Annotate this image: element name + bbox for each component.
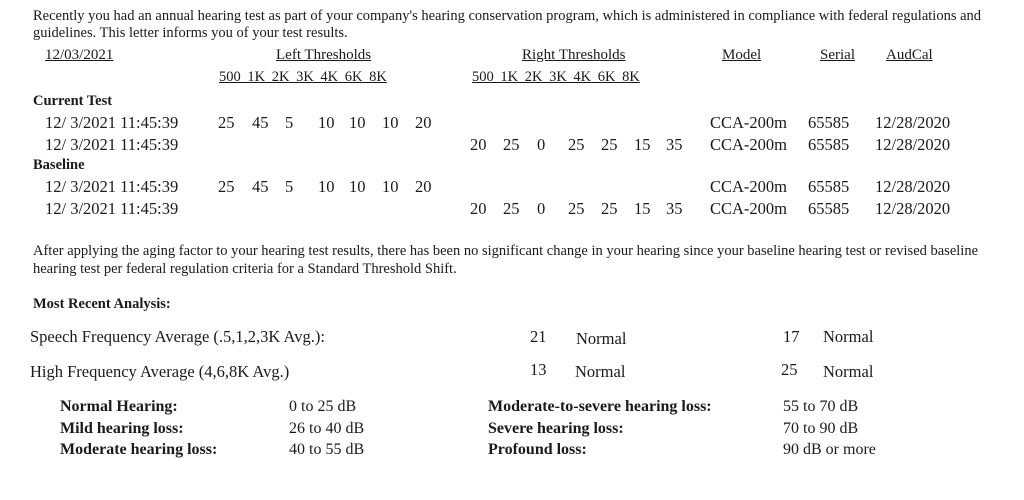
baseline-row-1-l3k: 10 xyxy=(318,177,335,196)
baseline-row-2-r8k: 35 xyxy=(666,199,683,218)
left-thresholds-header: Left Thresholds xyxy=(276,47,372,63)
current-row-2-audcal: 12/28/2020 xyxy=(875,135,951,154)
current-row-1-l1k: 45 xyxy=(252,113,269,132)
current-row-1-l2k: 5 xyxy=(285,113,294,132)
current-row-2-r4k: 25 xyxy=(601,135,618,154)
current-row-1-l8k: 20 xyxy=(415,113,432,132)
current-row-2-r6k: 15 xyxy=(634,135,651,154)
legend-severe-range: 70 to 90 dB xyxy=(783,420,859,437)
high-right-status: Normal xyxy=(823,362,874,381)
current-row-1-l4k: 10 xyxy=(349,113,366,132)
analysis-title: Most Recent Analysis: xyxy=(33,296,171,312)
legend-mod-severe-label: Moderate-to-severe hearing loss: xyxy=(488,398,712,415)
current-row-1-audcal: 12/28/2020 xyxy=(875,113,951,132)
legend-normal-range: 0 to 25 dB xyxy=(289,398,357,415)
legend-mild-label: Mild hearing loss: xyxy=(60,420,184,437)
baseline-row-1-datetime: 12/ 3/2021 11:45:39 xyxy=(45,177,179,196)
right-thresholds-header: Right Thresholds xyxy=(522,47,626,63)
current-test-label: Current Test xyxy=(33,93,113,109)
sts-paragraph: After applying the aging factor to your hearing test results, there has been no significant change in your hearing since your baseline hearing test or revised baseline hearing test per federal regulation criteria for a Standard Threshold Shift. xyxy=(33,243,979,277)
legend-moderate-label: Moderate hearing loss: xyxy=(60,441,218,458)
baseline-row-2-audcal: 12/28/2020 xyxy=(875,199,951,218)
baseline-row-2-model: CCA-200m xyxy=(710,199,788,218)
speech-right-status: Normal xyxy=(823,327,874,346)
current-row-1-l3k: 10 xyxy=(318,113,335,132)
serial-header: Serial xyxy=(820,47,855,63)
high-left-value: 13 xyxy=(530,360,547,379)
model-header: Model xyxy=(722,47,762,63)
baseline-row-2-r2k: 0 xyxy=(537,199,546,218)
test-date: 12/03/2021 xyxy=(45,47,114,63)
baseline-row-2-r1k: 25 xyxy=(503,199,520,218)
legend-profound-label: Profound loss: xyxy=(488,441,587,458)
high-frequency-label: High Frequency Average (4,6,8K Avg.) xyxy=(30,362,290,381)
speech-left-value: 21 xyxy=(530,327,547,346)
current-row-2-r3k: 25 xyxy=(568,135,585,154)
current-row-1-l6k: 10 xyxy=(382,113,399,132)
right-frequency-labels: 500 1K 2K 3K 4K 6K 8K xyxy=(472,69,640,85)
baseline-row-2-r3k: 25 xyxy=(568,199,585,218)
baseline-row-2-datetime: 12/ 3/2021 11:45:39 xyxy=(45,199,179,218)
baseline-row-1-l2k: 5 xyxy=(285,177,294,196)
speech-frequency-label: Speech Frequency Average (.5,1,2,3K Avg.): xyxy=(30,327,325,346)
audcal-header: AudCal xyxy=(886,47,933,63)
high-left-status: Normal xyxy=(575,362,626,381)
baseline-row-1-l4k: 10 xyxy=(349,177,366,196)
baseline-row-1-model: CCA-200m xyxy=(710,177,788,196)
current-row-1-datetime: 12/ 3/2021 11:45:39 xyxy=(45,113,179,132)
current-row-1-l500: 25 xyxy=(218,113,235,132)
current-row-2-datetime: 12/ 3/2021 11:45:39 xyxy=(45,135,179,154)
baseline-row-1-serial: 65585 xyxy=(808,177,850,196)
current-row-2-model: CCA-200m xyxy=(710,135,788,154)
current-row-2-r1k: 25 xyxy=(503,135,520,154)
speech-left-status: Normal xyxy=(576,329,627,348)
baseline-row-1-audcal: 12/28/2020 xyxy=(875,177,951,196)
current-row-2-r500: 20 xyxy=(470,135,487,154)
baseline-row-2-r4k: 25 xyxy=(601,199,618,218)
baseline-row-1-l8k: 20 xyxy=(415,177,432,196)
intro-text: Recently you had an annual hearing test as part of your company's hearing conservation program, which is administered in compliance with federal regulations and guidelines. This letter informs you of your test results. xyxy=(33,8,982,41)
legend-mod-severe-range: 55 to 70 dB xyxy=(783,398,859,415)
left-frequency-labels: 500 1K 2K 3K 4K 6K 8K xyxy=(219,69,387,85)
legend-severe-label: Severe hearing loss: xyxy=(488,420,624,437)
current-row-2-r8k: 35 xyxy=(666,135,683,154)
legend-mild-range: 26 to 40 dB xyxy=(289,420,365,437)
current-row-2-serial: 65585 xyxy=(808,135,850,154)
speech-right-value: 17 xyxy=(783,327,800,346)
baseline-row-2-serial: 65585 xyxy=(808,199,850,218)
baseline-row-2-r6k: 15 xyxy=(634,199,651,218)
current-row-2-r2k: 0 xyxy=(537,135,546,154)
legend-moderate-range: 40 to 55 dB xyxy=(289,441,365,458)
baseline-row-2-r500: 20 xyxy=(470,199,487,218)
baseline-row-1-l500: 25 xyxy=(218,177,235,196)
current-row-1-model: CCA-200m xyxy=(710,113,788,132)
baseline-label: Baseline xyxy=(33,157,85,173)
current-row-1-serial: 65585 xyxy=(808,113,850,132)
legend-profound-range: 90 dB or more xyxy=(783,441,876,458)
legend-normal-label: Normal Hearing: xyxy=(60,398,178,415)
high-right-value: 25 xyxy=(781,360,798,379)
baseline-row-1-l6k: 10 xyxy=(382,177,399,196)
baseline-row-1-l1k: 45 xyxy=(252,177,269,196)
